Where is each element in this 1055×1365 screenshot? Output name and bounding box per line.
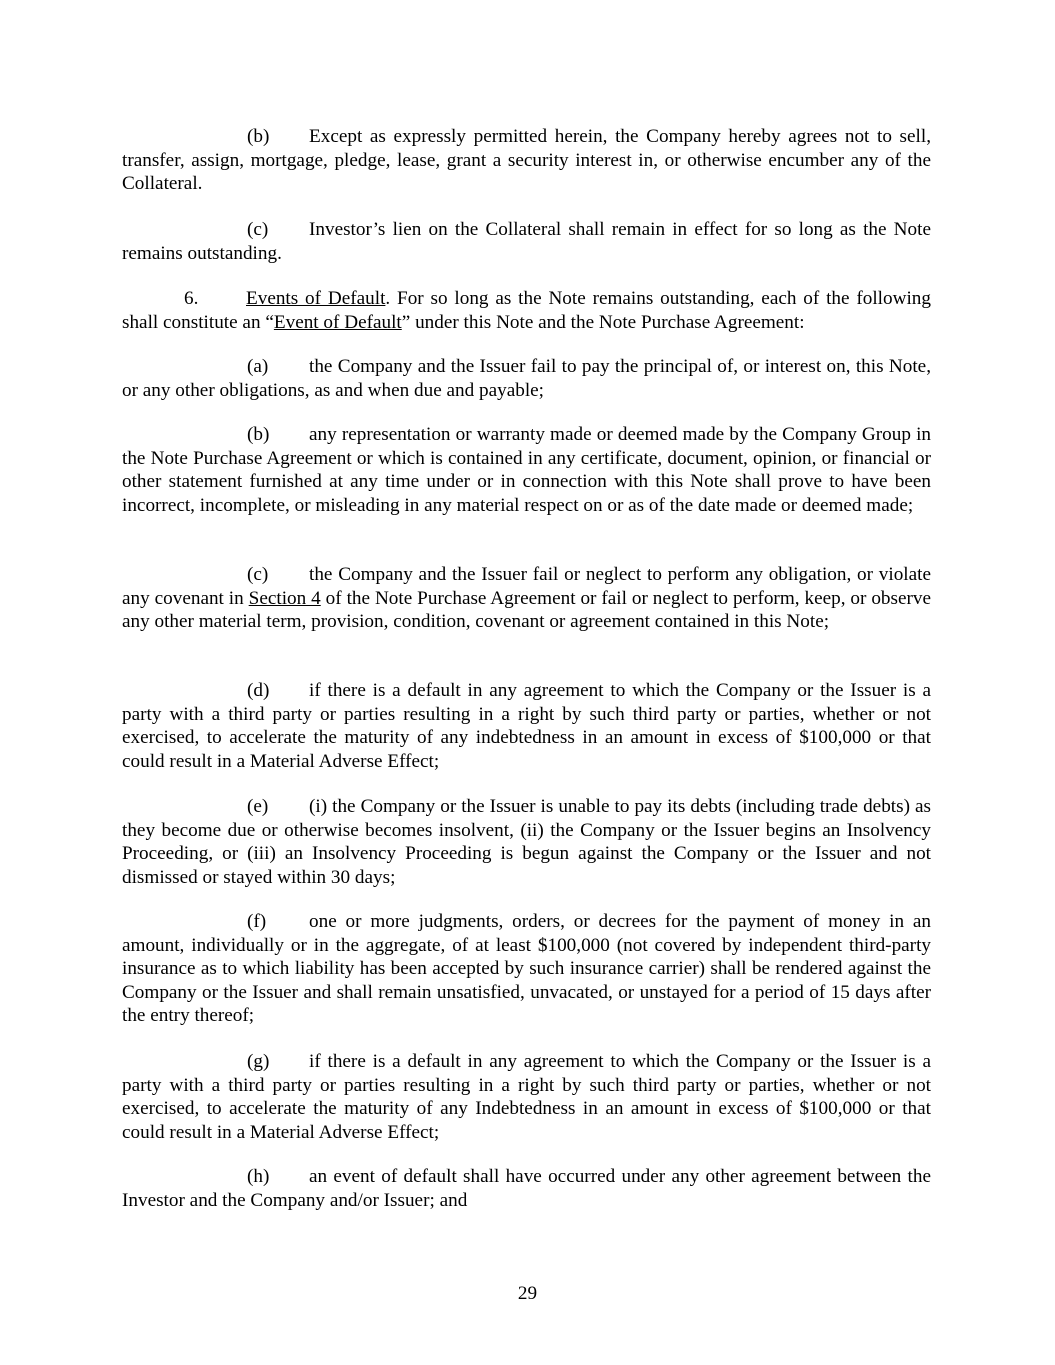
- paragraph-text: . For so long as the Note remains outstanding, each of the following shall constitute an “: [122, 288, 931, 333]
- paragraph-text: the Company and the Issuer fail to pay the principal of, or interest on, this Note, or any other obligations, as and when due and payable;: [122, 356, 931, 401]
- paragraph-number: (b): [247, 424, 270, 445]
- paragraph-6a: [122, 355, 931, 402]
- paragraph-6f: [122, 910, 931, 1028]
- paragraph-text: of the Note Purchase Agreement or fail or neglect to perform, keep, or observe any other material term, provision, condition, covenant or agreement contained in this Note;: [122, 587, 931, 633]
- section-6-events-of-default: [122, 287, 931, 334]
- paragraph-6e: [122, 795, 931, 889]
- section-4-reference: Section 4: [248, 587, 321, 609]
- paragraph-text: the Company and the Issuer fail or neglect to perform any obligation, or violate any covenant in: [122, 564, 931, 609]
- section-heading: Events of Default: [246, 288, 386, 309]
- paragraph-number: (a): [247, 356, 269, 377]
- paragraph-number: (e): [247, 796, 269, 817]
- paragraph-6g: [122, 1050, 931, 1144]
- page-number: 29: [517, 1283, 538, 1304]
- paragraph-5c: [122, 218, 931, 265]
- paragraph-text: if there is a default in any agreement to which the Company or the Issuer is a party with a third party or parties resulting in a right by such third party or parties, whether or not exercised, to accelerate the maturity of any indebtedness in an amount in excess of $100,000 or that could result in a Material Adverse Effect;: [122, 680, 931, 772]
- paragraph-text: an event of default shall have occurred under any other agreement between the Investor and the Company and/or Issuer; and: [122, 1166, 931, 1211]
- paragraph-5b: [122, 125, 931, 196]
- paragraph-text: any representation or warranty made or deemed made by the Company Group in the Note Purchase Agreement or which is contained in any certificate, document, opinion, or financial or other statement furnished at any time under or in connection with this Note shall prove to have been incorrect, incomplete, or misleading in any material respect on or as of the date made or deemed made;: [122, 424, 931, 516]
- paragraph-number: (b): [247, 126, 270, 147]
- paragraph-number: (h): [247, 1166, 270, 1187]
- paragraph-number: (c): [247, 564, 269, 585]
- paragraph-6b: [122, 423, 931, 517]
- paragraph-6h: [122, 1165, 931, 1212]
- paragraph-number: (d): [247, 680, 270, 701]
- paragraph-text: if there is a default in any agreement to which the Company or the Issuer is a party with a third party or parties resulting in a right by such third party or parties, whether or not exercised, to accelerate the maturity of any Indebtedness in an amount in excess of $100,000 or that could result in a Material Adverse Effect;: [122, 1051, 931, 1143]
- paragraph-text: Except as expressly permitted herein, the Company hereby agrees not to sell, transfer, assign, mortgage, pledge, lease, grant a security interest in, or otherwise encumber any of the Collateral.: [122, 126, 931, 195]
- defined-term: Event of Default: [273, 311, 402, 333]
- paragraph-text: (i) the Company or the Issuer is unable to pay its debts (including trade debts) as they become due or otherwise becomes insolvent, (ii) the Company or the Issuer begins an Insolvency Proceeding, or (iii) an Insolvency Proceeding is begun against the Company or the Issuer and not dismissed or stayed within 30 days;: [122, 796, 931, 888]
- paragraph-number: (c): [247, 219, 269, 240]
- paragraph-number: (g): [247, 1051, 270, 1072]
- paragraph-text: ” under this Note and the Note Purchase Agreement:: [401, 311, 805, 333]
- paragraph-6d: [122, 679, 931, 773]
- paragraph-number: (f): [247, 911, 267, 932]
- paragraph-text: one or more judgments, orders, or decrees for the payment of money in an amount, individually or in the aggregate, of at least $100,000 (not covered by independent third-party insurance as to which liability has been accepted by such insurance carrier) shall be rendered against the Company or the Issuer and shall remain unsatisfied, unvacated, or unstayed for a period of 15 days after the entry thereof;: [122, 911, 931, 1027]
- section-number: 6.: [184, 288, 199, 309]
- paragraph-6c: [122, 563, 931, 634]
- paragraph-text: Investor’s lien on the Collateral shall remain in effect for so long as the Note remains outstanding.: [122, 219, 931, 264]
